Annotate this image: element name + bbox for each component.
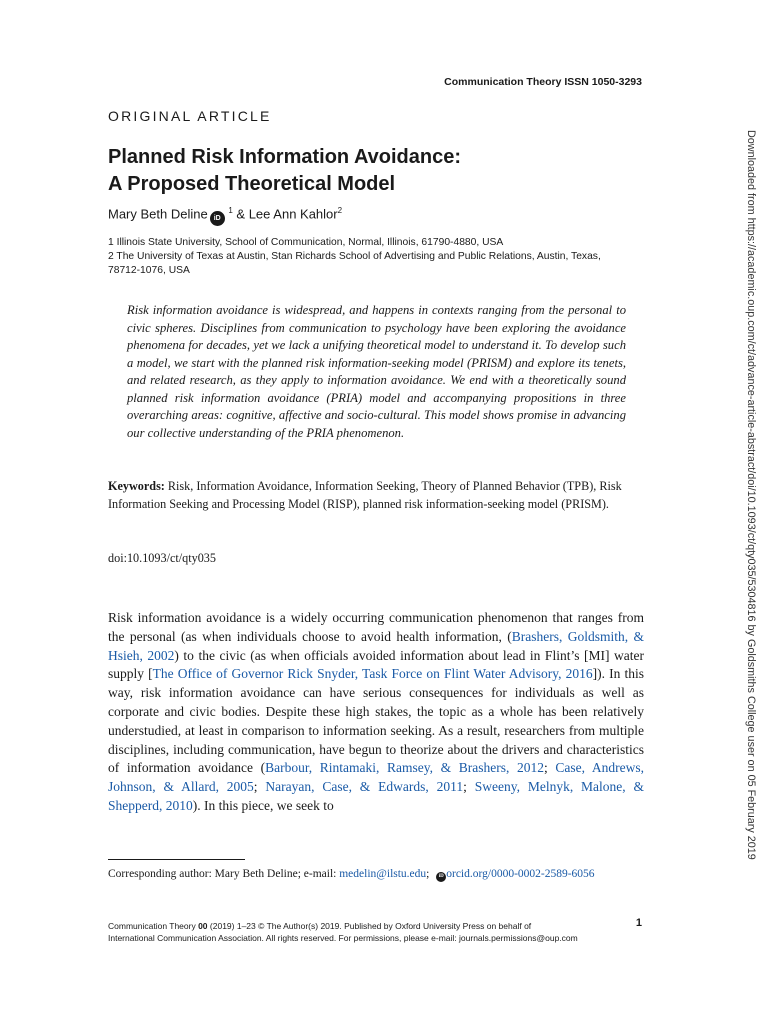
- body-text-run: ) to the civic (as when officials avoided information about lead in Flint’s [MI] water supply [: [108, 647, 644, 682]
- author-name: Mary Beth Deline: [108, 206, 208, 222]
- citation-separator: ;: [544, 760, 556, 776]
- page-number: 1: [635, 917, 642, 929]
- author-list: [108, 206, 342, 226]
- footer-copyright: (2019) 1–23 © The Author(s) 2019. Published by Oxford University Press on behalf of: [207, 921, 532, 931]
- keywords: [108, 477, 644, 513]
- download-watermark-text: Downloaded from https://academic.oup.com/ct/advance-article-abstract/doi/10.1093/ct/qty035/5304816 by Goldsmiths College user on 05 February 2019: [745, 130, 757, 860]
- footnote: [108, 866, 644, 883]
- citation-link[interactable]: The Office of Governor Rick Snyder, Task Force on Flint Water Advisory, 2016: [152, 666, 593, 682]
- affiliation-1: 1 Illinois State University, School of Communication, Normal, Illinois, 61790-4880, USA: [108, 237, 504, 248]
- keywords-text: Risk, Information Avoidance, Information Seeking, Theory of Planned Behavior (TPB), Risk Information Seeking and Processing Model (RISP), planned risk information-seeking model (PRISM).: [108, 479, 622, 511]
- author-name: Lee Ann Kahlor: [248, 206, 338, 222]
- body-text-run: ). In this piece, we seek to: [192, 797, 334, 813]
- author-separator: &: [232, 206, 249, 222]
- citation-link[interactable]: Case, Andrews, Johnson, & Allard, 2005: [108, 760, 644, 795]
- citation-separator: ;: [253, 779, 266, 795]
- title-line-1: Planned Risk Information Avoidance:: [108, 146, 462, 168]
- footnote-text: Corresponding author: Mary Beth Deline; e-mail:: [108, 868, 340, 880]
- footer-line-1: [108, 920, 608, 932]
- footer-volume: 00: [198, 921, 208, 931]
- title-line-2: A Proposed Theoretical Model: [108, 173, 396, 195]
- citation-link[interactable]: Barbour, Rintamaki, Ramsey, & Brashers, 2012: [265, 760, 544, 776]
- orcid-link[interactable]: orcid.org/0000-0002-2589-6056: [446, 868, 595, 880]
- body-paragraph: [108, 609, 644, 816]
- footnote-separator: ;: [426, 868, 433, 880]
- footnote-divider: [108, 859, 245, 860]
- section-label: ORIGINAL ARTICLE: [108, 108, 272, 124]
- footer-journal: Communication Theory: [108, 921, 199, 931]
- author-affiliation-marker: 1: [228, 206, 233, 215]
- citation-link[interactable]: Narayan, Case, & Edwards, 2011: [265, 779, 464, 795]
- citation-separator: ;: [463, 779, 475, 795]
- citation-link[interactable]: Brashers, Goldsmith, & Hsieh, 2002: [108, 628, 644, 663]
- author-affiliation-marker: 2: [337, 206, 343, 215]
- doi: doi:10.1093/ct/qty035: [108, 551, 216, 565]
- affiliation-2: 2 The University of Texas at Austin, Stan Richards School of Advertising and Public Relations, Austin, Texas, 78712-1076, USA: [108, 251, 601, 276]
- journal-header: Communication Theory ISSN 1050-3293: [444, 76, 642, 88]
- orcid-icon[interactable]: iD: [210, 211, 225, 226]
- orcid-icon: iD: [436, 872, 446, 882]
- download-watermark: [745, 130, 768, 890]
- affiliations: [108, 236, 628, 278]
- body-text-run: Risk information avoidance is a widely occurring communication phenomenon that ranges from the personal (as when individuals choose to avoid health information, (: [108, 610, 644, 644]
- email-link[interactable]: medelin@ilstu.edu: [339, 868, 427, 880]
- body-text-run: ]). In this way, risk information avoidance can have serious consequences for individuals as well as corporate and civic bodies. Despite these high stakes, the topic as a whole has been relatively understudied, at least in comparison to information seeking. As a result, researchers from multiple disciplines, including communication, have begun to theorize about the drivers and characteristics of information avoidance (: [108, 666, 645, 776]
- article-title: [108, 144, 668, 198]
- keywords-label: Keywords:: [108, 479, 165, 493]
- page-footer: [108, 920, 608, 944]
- footer-line-2: International Communication Association. All rights reserved. For permissions, please e-mail: journals.permissions@oup.com: [108, 933, 578, 943]
- citation-link[interactable]: Sweeny, Melnyk, Malone, & Shepperd, 2010: [108, 779, 644, 813]
- abstract: Risk information avoidance is widespread, and happens in contexts ranging from the personal to civic spheres. Disciplines from communication to psychology have been exploring the avoidance phenomena for decades, yet we lack a unifying theoretical model to understand it. To develop such a model, we start with the planned risk information-seeking model (PRISM) and explore its tenets, and related research, as they apply to information avoidance. We end with a theoretically sound planned risk information avoidance (PRIA) model and accompanying propositions in three overarching areas: cognitive, affective and socio-cultural. This model shows promise in advancing our collective understanding of the PRIA phenomenon.: [127, 303, 626, 440]
